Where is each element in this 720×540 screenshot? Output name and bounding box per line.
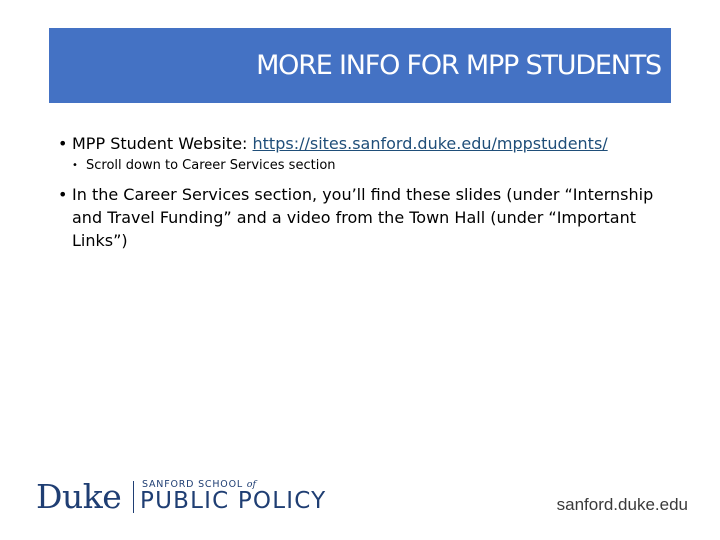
footer-website: sanford.duke.edu: [556, 495, 688, 514]
bullet-website-prefix: MPP Student Website:: [72, 134, 253, 153]
school-name-big: PUBLIC POLICY: [140, 488, 327, 514]
school-name-small-b: of: [246, 479, 257, 490]
website-link[interactable]: https://sites.sanford.duke.edu/mppstudents/: [252, 134, 608, 153]
slide-title: MORE INFO FOR MPP STUDENTS: [256, 50, 661, 81]
logo-divider: [133, 481, 134, 513]
sub-bullet-scroll: [72, 157, 688, 175]
bullet-dot: •: [58, 185, 68, 204]
bullet-website: [58, 132, 688, 155]
school-name-small-a: SANFORD SCHOOL: [142, 479, 243, 490]
slide-content: [58, 132, 688, 252]
title-banner: [49, 28, 671, 103]
duke-wordmark: Duke: [36, 477, 122, 516]
sub-bullet-text: Scroll down to Career Services section: [86, 158, 336, 173]
bullet-career-services: [58, 183, 688, 252]
bullet-dot: •: [58, 134, 68, 153]
sub-bullet-dot: •: [72, 160, 78, 171]
bullet-career-text: In the Career Services section, you’ll find these slides (under “Internship and Travel Funding” and a video from the Town Hall (under “Important Links”): [72, 185, 654, 250]
